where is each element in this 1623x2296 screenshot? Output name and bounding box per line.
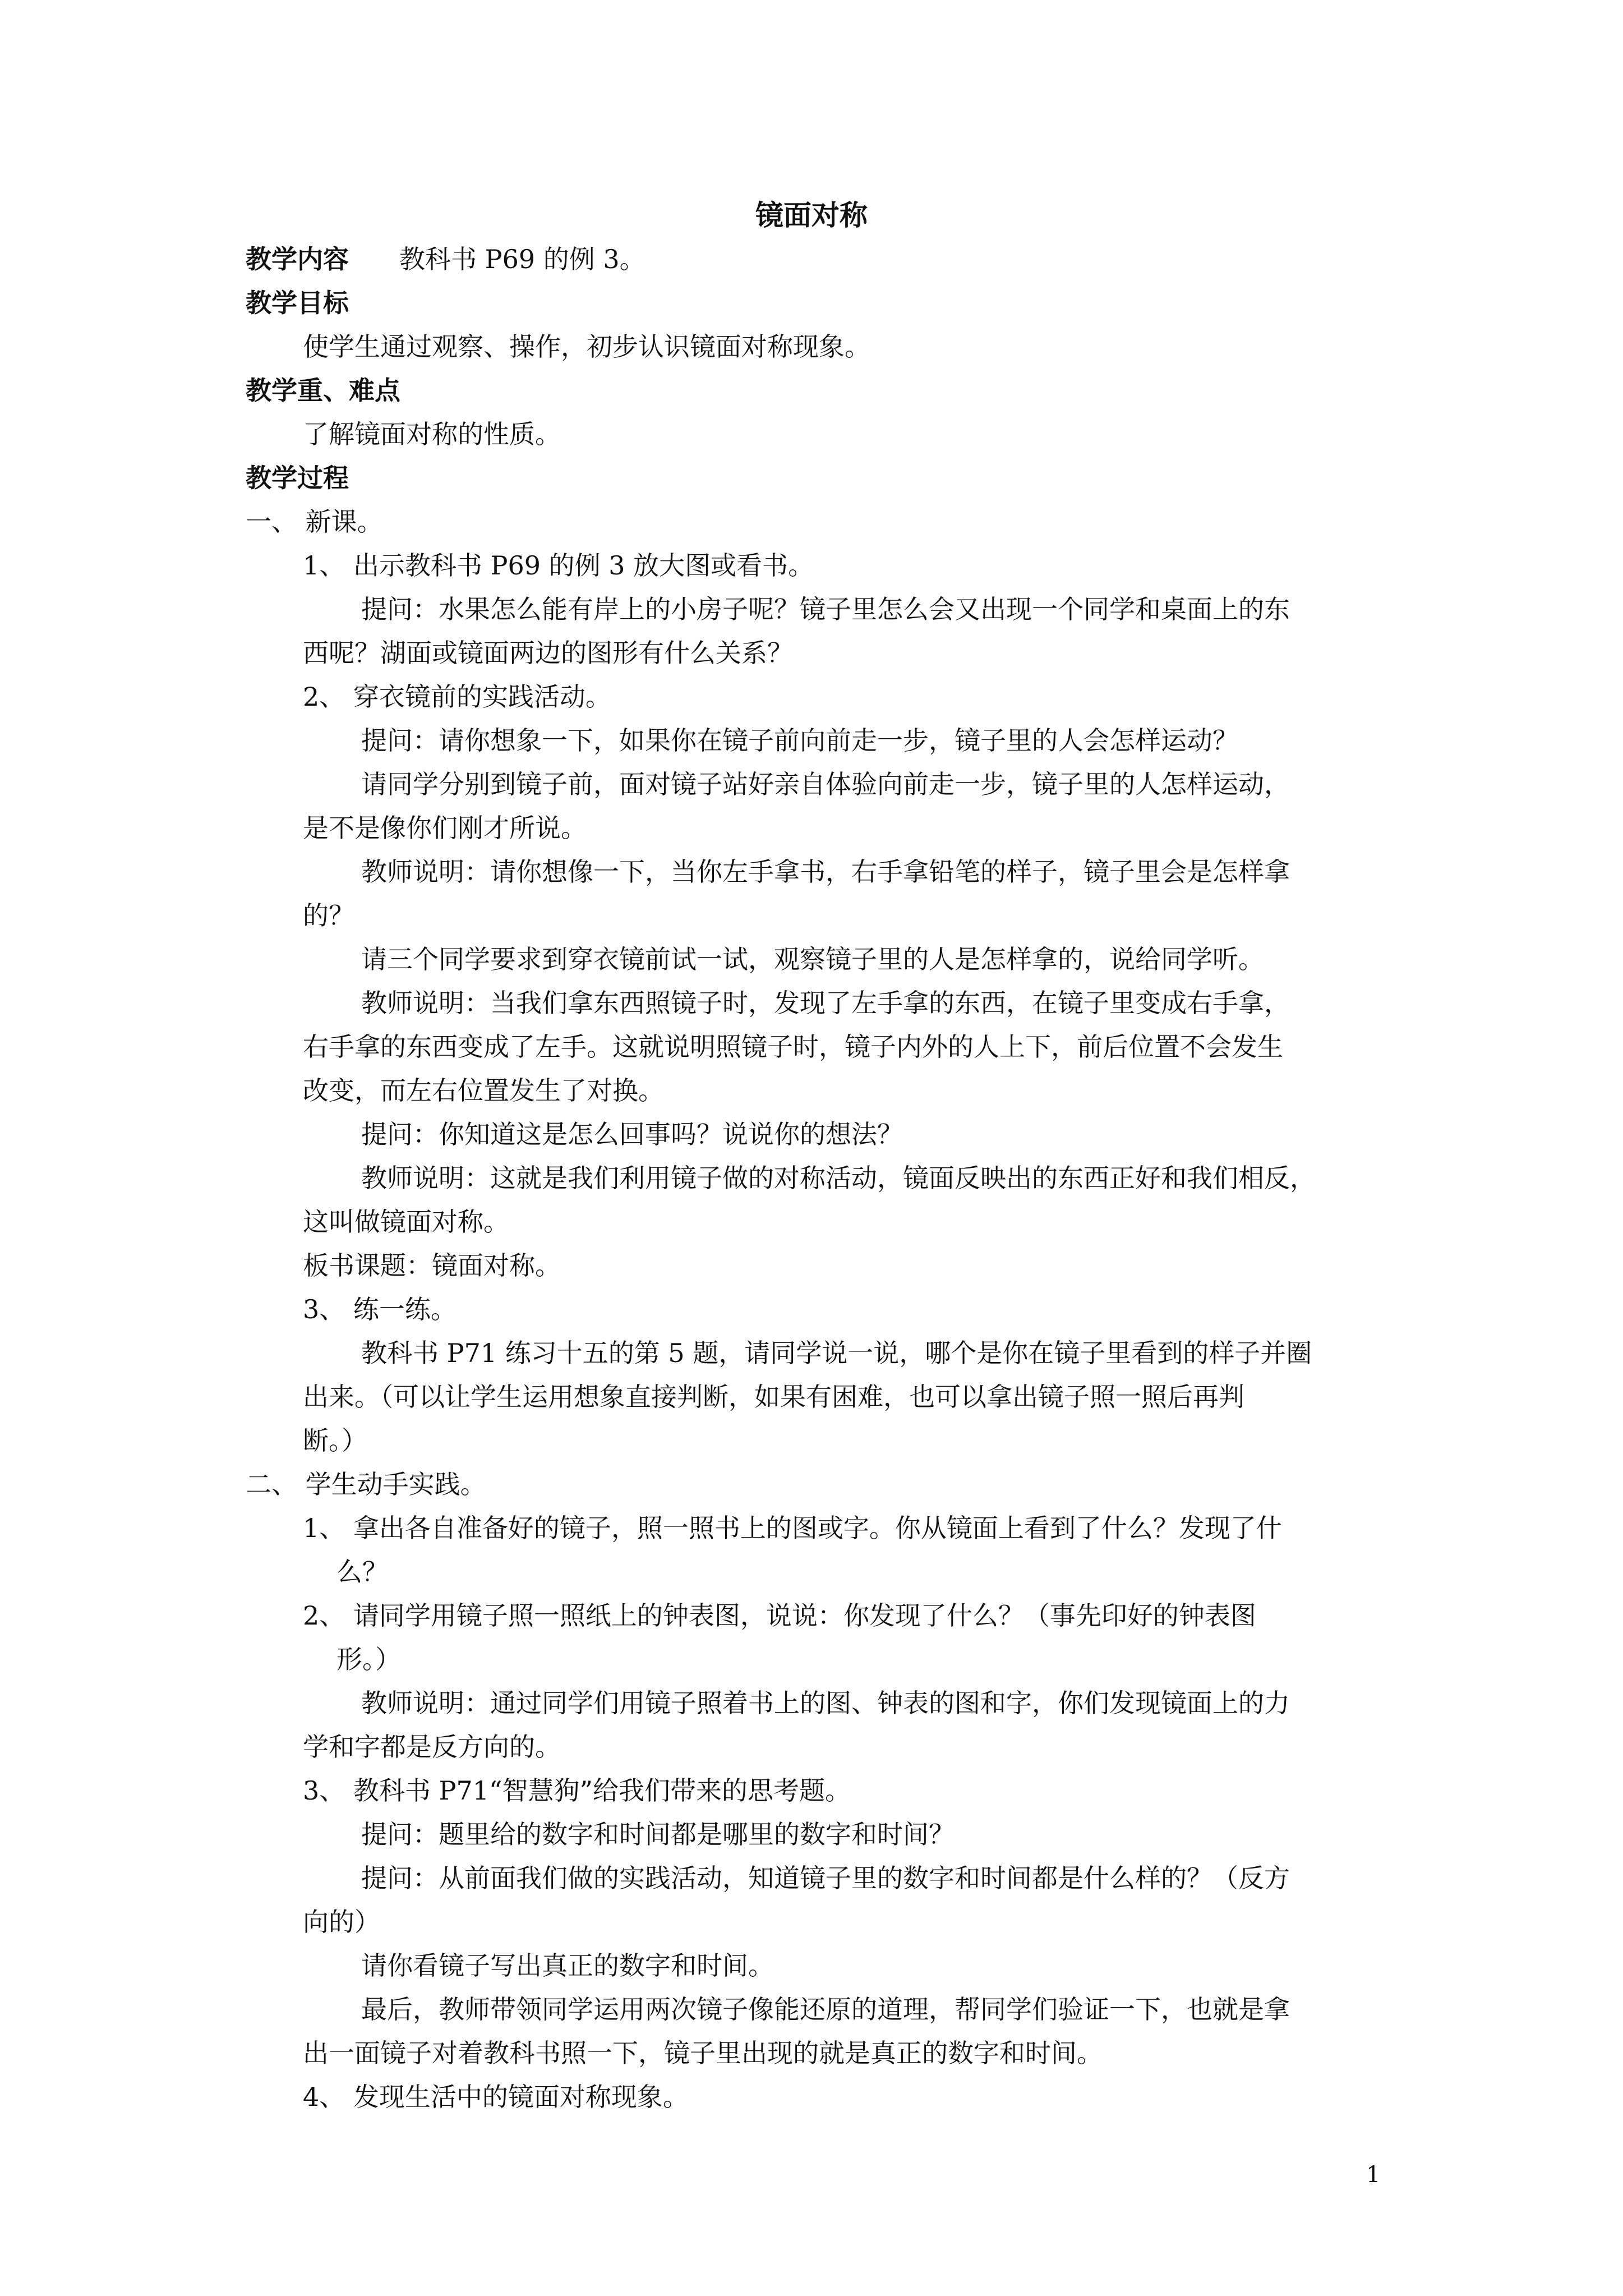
teaching-content-label: 教学内容 [246,244,349,274]
paragraph-line: 出一面镜子对着教科书照一下，镜子里出现的就是真正的数字和时间。 [303,2038,1103,2068]
keypoint-label: 教学重、难点 [246,375,400,406]
list-item: 4、 发现生活中的镜面对称现象。 [303,2082,689,2112]
paragraph-line: 教师说明：这就是我们利用镜子做的对称活动，镜面反映出的东西正好和我们相反， [361,1163,1316,1193]
document-title: 镜面对称 [755,199,868,232]
section-heading: 一、 新课。 [246,507,383,537]
paragraph-line: 教师说明：当我们拿东西照镜子时，发现了左手拿的东西，在镜子里变成右手拿， [361,988,1290,1018]
paragraph-line: 板书课题：镜面对称。 [303,1250,561,1281]
paragraph-line: 断。） [303,1425,367,1456]
paragraph-line: 教师说明：通过同学们用镜子照着书上的图、钟表的图和字，你们发现镜面上的力 [361,1688,1290,1718]
page-number: 1 [1366,2162,1381,2188]
paragraph-line: 请同学分别到镜子前，面对镜子站好亲自体验向前走一步，镜子里的人怎样运动， [361,769,1290,799]
paragraph-line: 教师说明：请你想像一下，当你左手拿书，右手拿铅笔的样子，镜子里会是怎样拿 [361,857,1290,887]
paragraph-line: 西呢？湖面或镜面两边的图形有什么关系？ [303,638,793,668]
paragraph-line: 请三个同学要求到穿衣镜前试一试，观察镜子里的人是怎样拿的，说给同学听。 [361,944,1264,974]
paragraph-line: 最后，教师带领同学运用两次镜子像能还原的道理，帮同学们验证一下，也就是拿 [361,1994,1290,2024]
teaching-content-row [246,242,645,276]
process-label: 教学过程 [246,463,349,493]
list-item: 1、 出示教科书 P69 的例 3 放大图或看书。 [303,550,814,581]
keypoint-text: 了解镜面对称的性质。 [303,419,561,449]
paragraph-line: 提问：从前面我们做的实践活动，知道镜子里的数字和时间都是什么样的？（反方 [361,1863,1290,1893]
paragraph-line: 改变，而左右位置发生了对换。 [303,1075,664,1106]
paragraph-line: 提问：你知道这是怎么回事吗？说说你的想法？ [361,1119,903,1149]
list-item: 2、 穿衣镜前的实践活动。 [303,682,611,712]
list-item: 1、 拿出各自准备好的镜子，照一照书上的图或字。你从镜面上看到了什么？发现了什 [303,1513,1282,1543]
paragraph-line: 么？ [336,1557,388,1587]
teaching-goal-label: 教学目标 [246,288,349,318]
section-heading: 二、 学生动手实践。 [246,1469,486,1499]
paragraph-line: 提问：水果怎么能有岸上的小房子呢？镜子里怎么会又出现一个同学和桌面上的东 [361,594,1290,624]
paragraph-line: 出来。（可以让学生运用想象直接判断，如果有困难，也可以拿出镜子照一照后再判 [303,1382,1244,1412]
list-item: 3、 教科书 P71“智慧狗”给我们带来的思考题。 [303,1775,851,1806]
paragraph-line: 提问：请你想象一下，如果你在镜子前向前走一步，镜子里的人会怎样运动？ [361,725,1238,756]
teaching-goal-text: 使学生通过观察、操作，初步认识镜面对称现象。 [303,332,870,362]
paragraph-line: 的？ [303,900,354,931]
paragraph-line: 形。） [336,1644,401,1674]
paragraph-line: 教科书 P71 练习十五的第 5 题，请同学说一说，哪个是你在镜子里看到的样子并圈 [361,1338,1312,1368]
paragraph-line: 向的） [303,1907,380,1937]
paragraph-line: 这叫做镜面对称。 [303,1207,509,1237]
teaching-content-text: 教科书 P69 的例 3。 [399,244,645,274]
list-item: 2、 请同学用镜子照一照纸上的钟表图，说说：你发现了什么？（事先印好的钟表图 [303,1600,1256,1631]
paragraph-line: 提问：题里给的数字和时间都是哪里的数字和时间？ [361,1819,955,1849]
paragraph-line: 右手拿的东西变成了左手。这就说明照镜子时，镜子内外的人上下，前后位置不会发生 [303,1032,1283,1062]
paragraph-line: 是不是像你们刚才所说。 [303,813,587,843]
paragraph-line: 学和字都是反方向的。 [303,1732,561,1762]
list-item: 3、 练一练。 [303,1294,457,1324]
paragraph-line: 请你看镜子写出真正的数字和时间。 [361,1950,774,1981]
